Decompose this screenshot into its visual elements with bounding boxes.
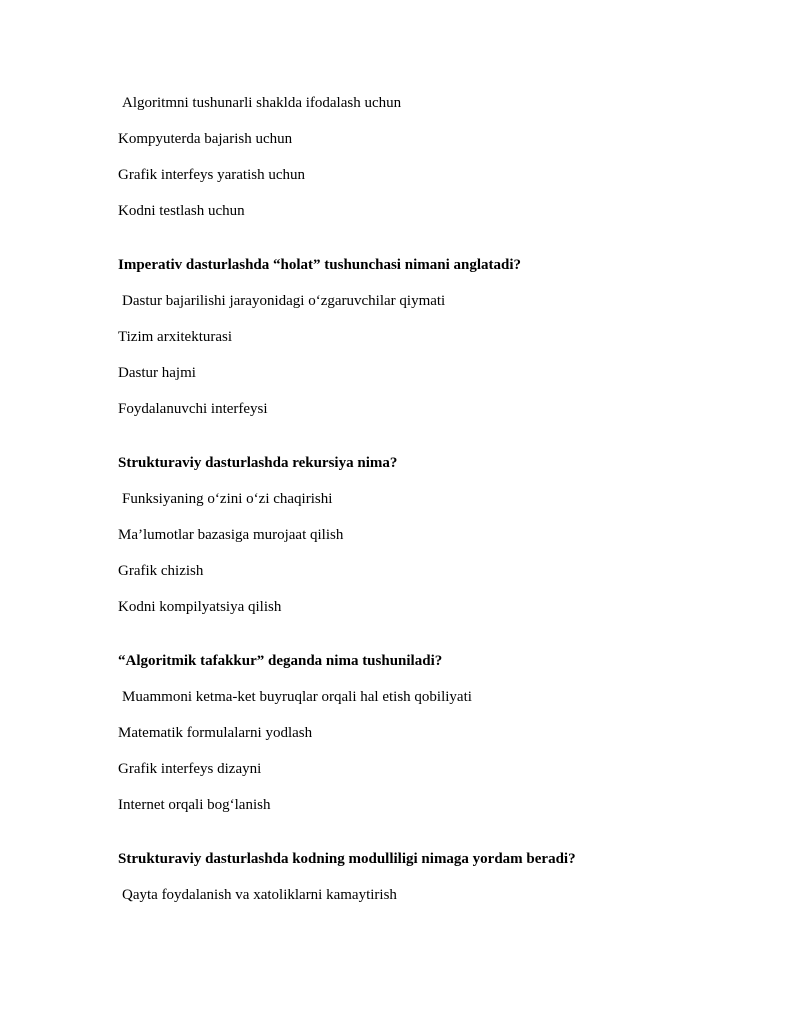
answer-option: Foydalanuvchi interfeysi: [118, 401, 268, 417]
answer-option: Ma’lumotlar bazasiga murojaat qilish: [118, 527, 344, 543]
answer-option: Kodni testlash uchun: [118, 203, 245, 219]
answer-option: Grafik interfeys dizayni: [118, 761, 262, 777]
answer-option: Algoritmni tushunarli shaklda ifodalash uchun: [122, 95, 402, 111]
answer-option: Internet orqali bog‘lanish: [118, 797, 271, 813]
question-heading: Strukturaviy dasturlashda kodning modulliligi nimaga yordam beradi?: [118, 851, 576, 867]
answer-option: Grafik interfeys yaratish uchun: [118, 167, 306, 183]
answer-option: Grafik chizish: [118, 563, 204, 579]
answer-option: Dastur bajarilishi jarayonidagi o‘zgaruvchilar qiymati: [122, 293, 446, 309]
answer-option: Kodni kompilyatsiya qilish: [118, 599, 282, 615]
question-heading: “Algoritmik tafakkur” deganda nima tushuniladi?: [118, 653, 443, 669]
question-heading: Strukturaviy dasturlashda rekursiya nima?: [118, 455, 398, 471]
answer-option: Matematik formulalarni yodlash: [118, 725, 313, 741]
answer-option: Qayta foydalanish va xatoliklarni kamaytirish: [122, 887, 397, 903]
answer-option: Tizim arxitekturasi: [118, 329, 233, 345]
question-heading: Imperativ dasturlashda “holat” tushunchasi nimani anglatadi?: [118, 257, 522, 273]
answer-option: Muammoni ketma-ket buyruqlar orqali hal etish qobiliyati: [122, 689, 472, 705]
answer-option: Kompyuterda bajarish uchun: [118, 131, 293, 147]
answer-option: Dastur hajmi: [118, 365, 196, 381]
answer-option: Funksiyaning o‘zini o‘zi chaqirishi: [122, 491, 333, 507]
